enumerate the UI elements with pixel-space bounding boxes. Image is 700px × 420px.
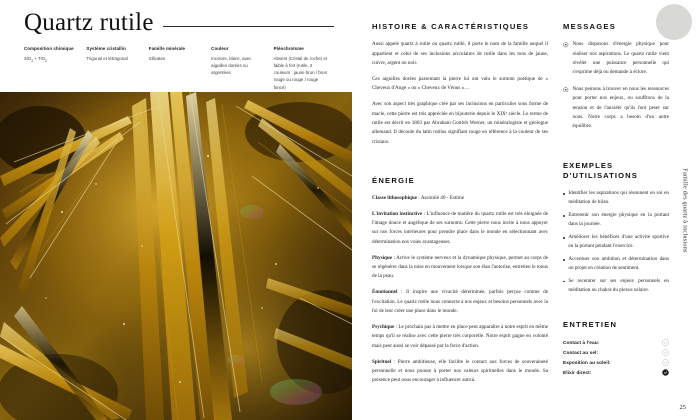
entretien-label: Contact au sel:	[563, 349, 599, 355]
entretien-label: Contact à l'eau:	[563, 339, 600, 345]
page-title: Quartz rutile	[24, 9, 154, 36]
exemple-text: Se recentrer sur ses enjeux personnels en méditation au chakra du plexus solaire.	[568, 277, 669, 293]
energie-classe-value: Assimilé 40 - Estime	[420, 194, 464, 201]
exemple-item	[563, 277, 669, 295]
vertical-family-tab-label: Famille des quartz à inclusions	[681, 167, 689, 253]
histoire-paragraph: Aussi appelé quartz à rutile ou quartz rutilé, il porte le nom de la famille auquel il appartient et celui de ses inclusions aciculaires de rutile dans les tons de jaune, cuivre, argent ou noir.	[372, 41, 548, 66]
histoire-paragraph: Ces aiguilles dorées parsemant la pierre lui ont valu le surnom poétique de « Cheveux d'Ange » ou « Cheveux de Vénus »…	[372, 75, 548, 92]
property-column	[24, 46, 86, 91]
section-heading-exemples-line2: D'UTILISATIONS	[563, 170, 638, 180]
section-heading-exemples-line1: EXEMPLES	[563, 160, 614, 170]
energie-item-separator: :	[392, 254, 397, 261]
circle-check-dark-icon	[662, 369, 669, 376]
energie-item-term: Émotionnel	[372, 289, 398, 296]
middle-text-column	[372, 22, 548, 386]
entretien-label: Exposition au soleil:	[563, 359, 611, 365]
bullet-dot-icon	[563, 215, 565, 217]
energie-item-text: Pierre ambitieuse, elle facilite le contact aux forces de souveraineté personnelle et nous pousse à porter nos valeurs spirituelles dans le monde. Sa présence peut nous encourager à influencer autrui.	[372, 358, 548, 384]
exemple-item	[563, 211, 669, 229]
energie-item-term: Spirituel	[372, 358, 392, 365]
right-sidebar-column	[563, 22, 669, 379]
energie-item	[372, 358, 548, 386]
property-value: Trigonal et tétragonal	[86, 55, 128, 61]
rutile-quartz-illustration	[0, 92, 352, 420]
energie-item-separator: :	[394, 323, 399, 330]
property-label: Composition chimique	[24, 46, 74, 51]
property-value: SiO$_2$ + TiO$_2$	[24, 55, 47, 63]
title-rule	[163, 26, 334, 27]
exemple-item	[563, 233, 669, 251]
entretien-row	[563, 349, 669, 356]
property-column	[149, 46, 211, 91]
mineral-photo	[0, 92, 352, 420]
property-value: Incolore, blanc, avec aiguilles dorées ou argentées	[211, 55, 252, 76]
section-spacer	[563, 139, 669, 161]
property-column	[86, 46, 148, 91]
bullet-dot-icon	[563, 237, 565, 239]
energie-item-text: Active le système nerveux et la dynamique physique, permet au corps de se régénérer dans la mise en mouvement lorsque son élan l'autorise, entretien le tonus de la peau.	[372, 254, 549, 280]
energie-classe-label: Classe lithosophique	[372, 194, 417, 201]
circle-target-icon	[563, 87, 569, 93]
circle-check-light-icon	[662, 339, 669, 346]
message-item	[563, 85, 669, 132]
energie-item-term: Physique	[372, 254, 392, 261]
histoire-paragraph: Avec son aspect très graphique créé par ses inclusions en particulier sous forme de macle, cette pierre est très appréciée en bijouterie depuis le XIXᵉ siècle. Le terme de rutile est décrit en 1803 par Abraham Gottlob Werner, un minéralogiste et géologue allemand. Il découle du latin rutilus signifiant rouge en référence à la couleur de ses cristaux.	[372, 101, 548, 145]
section-heading-exemples	[563, 161, 669, 182]
energie-item-separator: :	[422, 210, 427, 217]
message-item	[563, 40, 669, 78]
energie-classe	[372, 194, 548, 203]
entretien-row	[563, 339, 669, 346]
circle-check-light-icon	[662, 359, 669, 366]
energie-item	[372, 288, 548, 316]
energie-item-term: L'invitation instinctive	[372, 210, 423, 217]
page-number: 25	[679, 404, 686, 411]
energie-item-text: Il inspire une vivacité déterminée, parfois perçue comme de l'excitation. Le quartz rutile nous connecte à nos enjeux et besoins personnels avec la foi de leur créer une place dans le monde.	[372, 289, 549, 314]
message-text: Nous disposons d'énergie physique pour réaliser nos aspirations. Le quartz rutile vient révéler une puissance personnelle qui s'exprime déjà ou demande à éclore.	[572, 41, 669, 76]
property-label: Pléochroïsme	[273, 46, 304, 51]
entretien-row	[563, 359, 669, 366]
section-heading-energie: ÉNERGIE	[372, 175, 415, 185]
bullet-dot-icon	[563, 259, 565, 261]
vertical-family-tab	[674, 0, 696, 420]
energie-item	[372, 323, 548, 351]
circle-check-light-icon	[662, 349, 669, 356]
energie-item-term: Psychique	[372, 323, 395, 330]
property-label: Système cristallin	[86, 46, 126, 51]
exemple-text: Entretenir son énergie physique en la portant dans la journée.	[568, 211, 669, 228]
energie-item-text: Le prochain pas à mettre en place peut apparaître à notre esprit en même temps qu'il se réalise avec cette pierre très corporelle. Notre esprit gagne en volonté mais peut aussi se voir dépassé par la force d'action.	[372, 323, 548, 349]
page-title-row	[24, 9, 334, 37]
exemple-text: Identifier les aspirations qui résonnent en soi en méditation de bilan.	[568, 190, 669, 206]
energie-item	[372, 210, 548, 248]
property-value: Absent (Cristal de roche) et faible à fort (rutile, 2 couleurs : jaune brun / brun rouge ou rouge / rouge foncé)	[273, 55, 328, 90]
energie-item-separator: :	[397, 289, 407, 296]
property-column	[274, 46, 336, 91]
energie-item-separator: :	[391, 358, 398, 365]
section-spacer	[372, 154, 548, 176]
bullet-dot-icon	[563, 281, 565, 283]
section-heading-messages: MESSAGES	[563, 22, 617, 31]
property-columns	[24, 46, 336, 91]
property-column	[211, 46, 273, 91]
energie-item	[372, 254, 548, 282]
entretien-row	[563, 369, 669, 376]
section-heading-entretien: ENTRETIEN	[563, 320, 618, 330]
property-label: Couleur	[211, 46, 229, 51]
energie-classe-separator: :	[417, 194, 421, 201]
exemple-text: Accentuer son ambition et détermination dans un projet en création de sentiment.	[568, 255, 669, 271]
exemple-item	[563, 255, 669, 273]
circle-target-icon	[563, 42, 569, 48]
message-text: Nous peinons à trouver en nous les ressources pour porter nos enjeux, ou souffrons de la tension et de l'anxiété qu'ils font peser sur nous. Notre corps a besoin d'un autre équilibre.	[572, 85, 669, 130]
section-spacer	[563, 298, 669, 320]
exemple-item	[563, 189, 669, 207]
property-value: Silicates	[148, 55, 166, 61]
energie-item-text: L'influence de matière du quartz rutile est très éloignée de l'image douce et angélique de ses surnoms. Cette pierre nous invite à nous appuyer sur nos forces intérieures pour prendre place dans le monde en sélectionnant avec détermination nos voies avantageuses.	[372, 210, 548, 245]
section-heading-histoire: HISTOIRE & CARACTÉRISTIQUES	[372, 22, 530, 31]
entretien-label: Élixir direct:	[563, 370, 592, 376]
exemple-text: Améliorer les bénéfices d'une activité sportive en la portant pendant l'exercice.	[568, 233, 669, 249]
bullet-dot-icon	[563, 193, 565, 195]
property-label: Famille minérale	[148, 46, 186, 51]
